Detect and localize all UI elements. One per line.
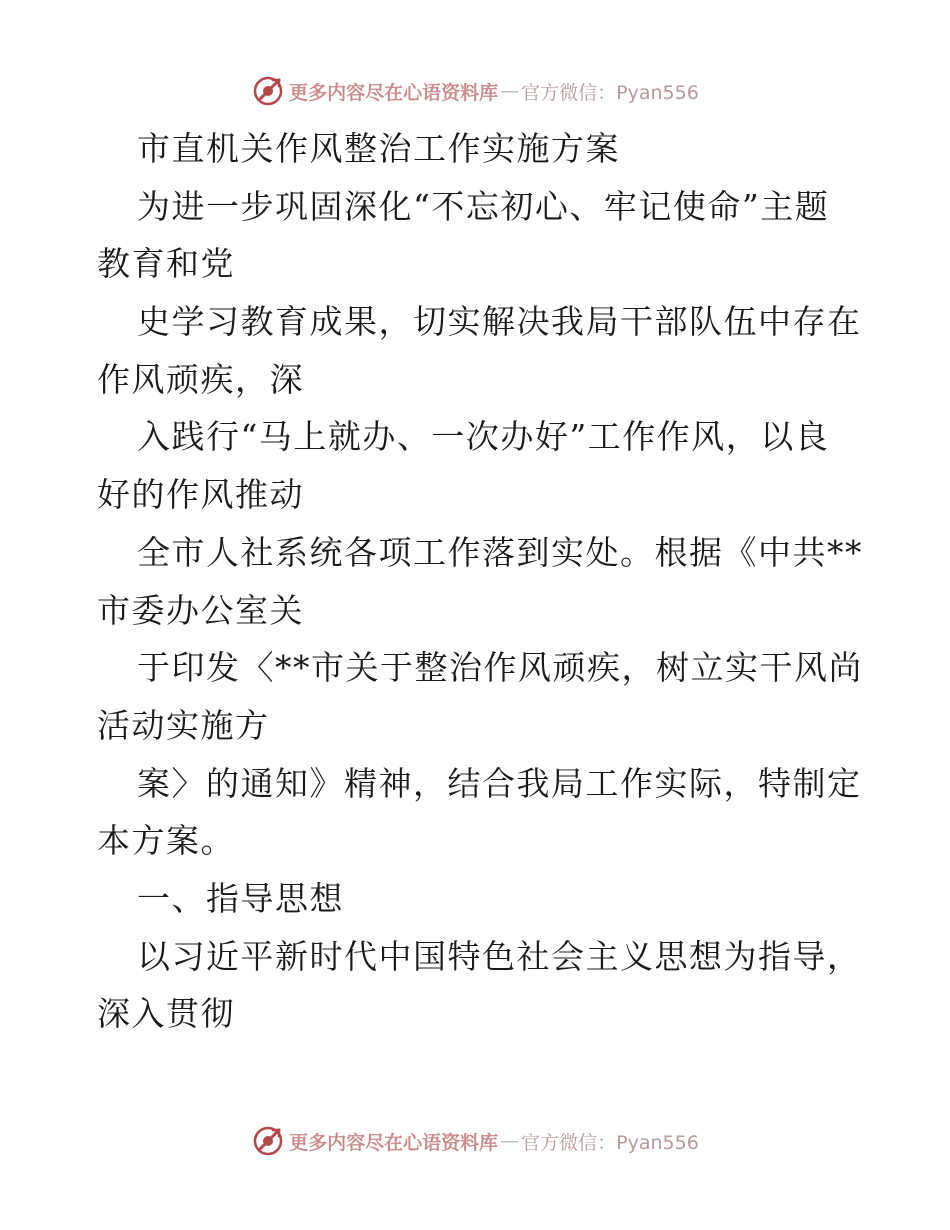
document-line: 以习近平新时代中国特色社会主义思想为指导， bbox=[137, 936, 862, 976]
brand-logo-icon bbox=[251, 74, 285, 108]
document-line: 好的作风推动 bbox=[97, 475, 304, 515]
watermark-wechat: 官方微信：Pyan556 bbox=[521, 1131, 699, 1154]
brand-logo-icon bbox=[251, 1124, 285, 1158]
document-line: 全市人社系统各项工作落到实处。根据《中共** bbox=[137, 532, 863, 572]
watermark-brand: 更多内容尽在心语资料库 bbox=[289, 81, 499, 104]
document-line: 深入贯彻 bbox=[97, 994, 235, 1034]
document-line: 活动实施方 bbox=[97, 705, 270, 745]
watermark-brand: 更多内容尽在心语资料库 bbox=[289, 1131, 499, 1154]
document-line: 入践行“马上就办、一次办好”工作作风，以良 bbox=[137, 417, 830, 457]
footer-watermark bbox=[0, 1121, 950, 1161]
document-line: 市直机关作风整治工作实施方案 bbox=[137, 129, 620, 168]
watermark-separator: — bbox=[500, 80, 520, 102]
document-line: 作风顽疾，深 bbox=[97, 359, 304, 399]
document-line: 本方案。 bbox=[97, 821, 235, 861]
document-body bbox=[97, 120, 867, 1043]
document-line: 史学习教育成果，切实解决我局干部队伍中存在 bbox=[137, 302, 862, 342]
document-line: 教育和党 bbox=[97, 244, 235, 284]
watermark-wechat: 官方微信：Pyan556 bbox=[521, 81, 699, 104]
header-watermark bbox=[0, 71, 950, 111]
document-line: 案〉的通知》精神，结合我局工作实际，特制定 bbox=[137, 763, 862, 803]
watermark-separator: — bbox=[500, 1130, 520, 1152]
document-line: 一、指导思想 bbox=[137, 878, 344, 918]
document-line: 为进一步巩固深化“不忘初心、牢记使命”主题 bbox=[137, 186, 830, 226]
document-line: 市委办公室关 bbox=[97, 590, 304, 630]
document-line: 于印发〈**市关于整治作风顽疾，树立实干风尚 bbox=[137, 648, 863, 688]
